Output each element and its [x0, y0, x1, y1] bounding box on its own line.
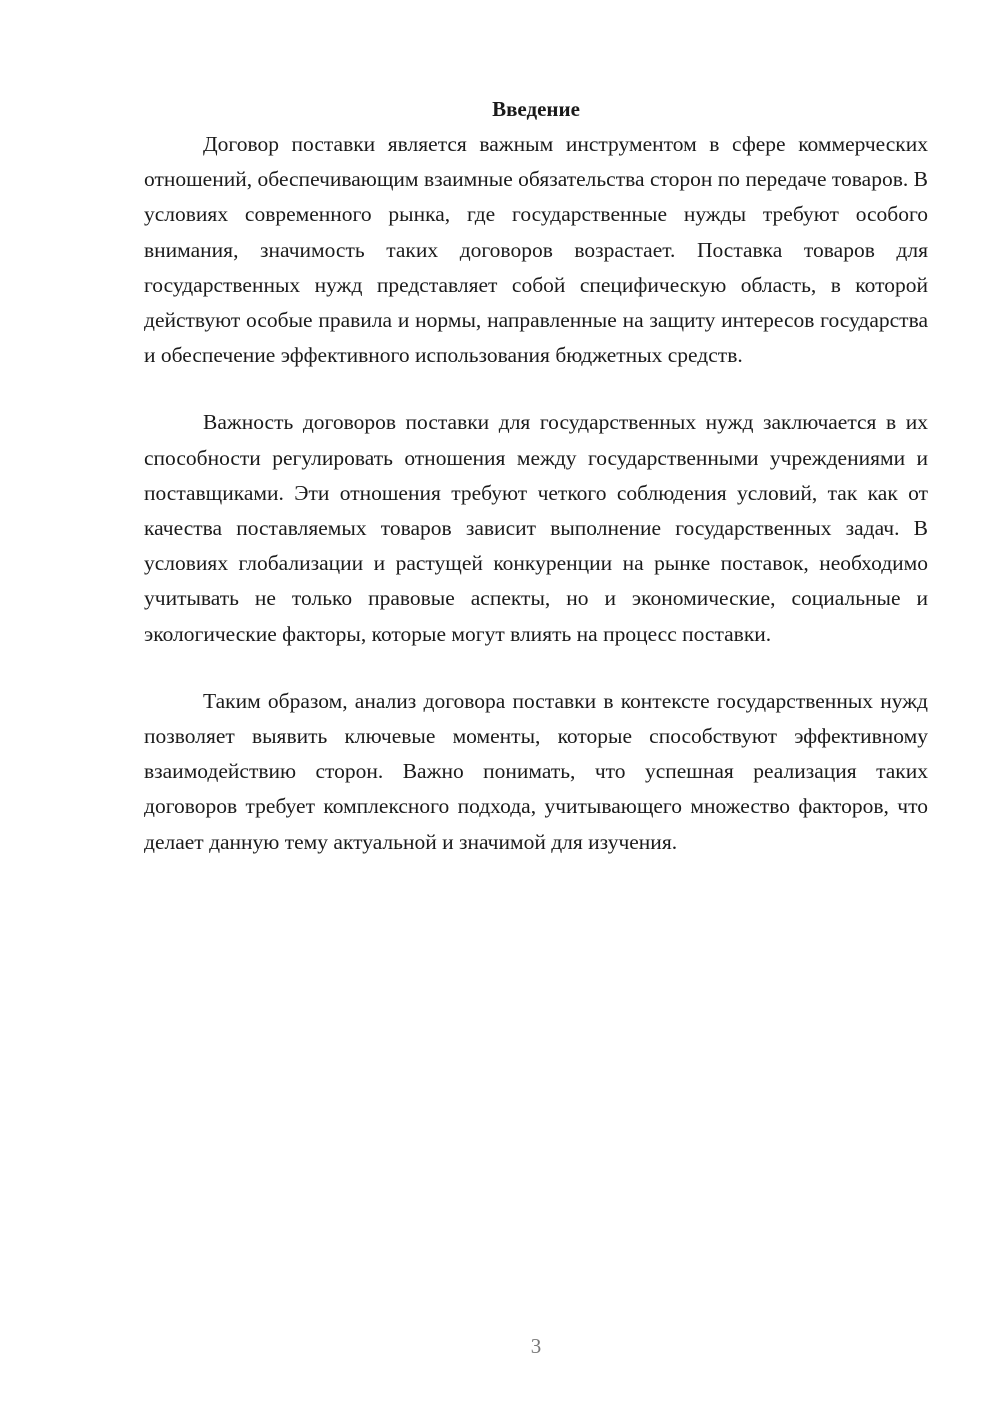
page-content	[144, 92, 928, 892]
paragraph-1: Договор поставки является важным инструментом в сфере коммерческих отношений, обеспечивающим взаимные обязательства сторон по передаче товаров. В условиях современного рынка, где государственные нужды требуют особого внимания, значимость таких договоров возрастает. Поставка товаров для государственных нужд представляет собой специфическую область, в которой действуют особые правила и нормы, направленные на защиту интересов государства и обеспечение эффективного использования бюджетных средств.	[144, 132, 928, 368]
paragraph-3: Таким образом, анализ договора поставки в контексте государственных нужд позволяет выявить ключевые моменты, которые способствуют эффективному взаимодействию сторон. Важно понимать, что успешная реализация таких договоров требует комплексного подхода, учитывающего множество факторов, что делает данную тему актуальной и значимой для изучения.	[144, 688, 928, 854]
paragraph-2: Важность договоров поставки для государственных нужд заключается в их способности регулировать отношения между государственными учреждениями и поставщиками. Эти отношения требуют четкого соблюдения условий, так как от качества поставляемых товаров зависит выполнение государственных задач. В условиях глобализации и растущей конкуренции на рынке поставок, необходимо учитывать не только правовые аспекты, но и экономические, социальные и экологические факторы, которые могут влиять на процесс поставки.	[144, 410, 928, 646]
page-number: 3	[530, 1334, 542, 1358]
section-heading: Введение	[492, 97, 580, 121]
